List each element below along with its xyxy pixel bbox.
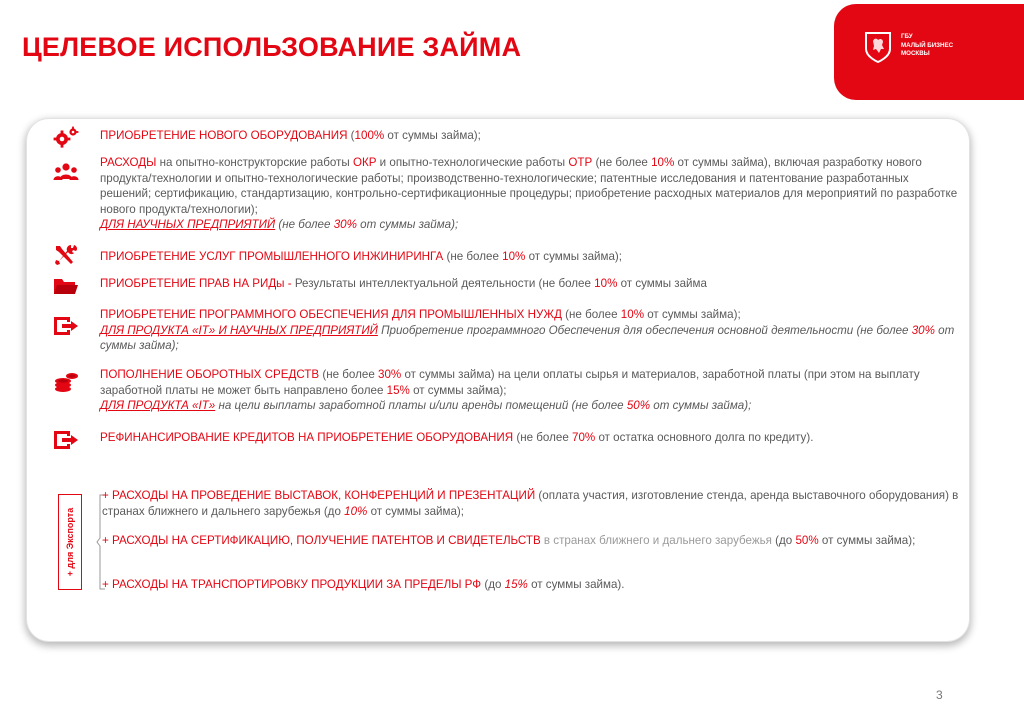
item-heading: ОКР <box>352 156 377 169</box>
folder-icon <box>53 274 79 298</box>
item-heading: + РАСХОДЫ НА СЕРТИФИКАЦИЮ, ПОЛУЧЕНИЕ ПАТЕНТОВ И СВИДЕТЕЛЬСТВ <box>102 534 541 547</box>
logo-line-3: МОСКВЫ <box>901 50 930 57</box>
export-item-exhibitions <box>102 488 962 519</box>
item-text: от суммы займа); <box>384 129 481 142</box>
item-percent: 10% <box>651 156 675 169</box>
item-text: от суммы займа). <box>527 578 625 591</box>
item-heading: ОТР <box>568 156 593 169</box>
item-subheading: ДЛЯ ПРОДУКТА «IT» И НАУЧНЫХ ПРЕДПРИЯТИЙ <box>100 323 378 337</box>
export-item-certification <box>102 533 962 549</box>
item-text: от суммы займа); <box>356 218 459 232</box>
gear-icon <box>53 126 79 150</box>
item-subheading: ДЛЯ НАУЧНЫХ ПРЕДПРИЯТИЙ <box>100 218 276 232</box>
item-percent: 50% <box>626 399 651 413</box>
item-text: Результаты интеллектуальной деятельности (не более <box>291 277 595 290</box>
item-percent: 100% <box>354 129 385 142</box>
item-text: (не более <box>592 156 652 169</box>
item-text: в странах ближнего и дальнего зарубежья <box>540 534 772 547</box>
coins-icon <box>53 370 79 394</box>
item-text: ( <box>347 129 355 142</box>
page-title: ЦЕЛЕВОЕ ИСПОЛЬЗОВАНИЕ ЗАЙМА <box>22 32 522 62</box>
logo-line-1: ГБУ <box>901 33 913 40</box>
people-icon <box>53 161 79 185</box>
item-text: от суммы займа) на цели оплаты сырья и материалов, заработной платы (при этом на выплату заработной платы не может быть направлено более <box>100 368 920 397</box>
brand-logo <box>834 4 1024 100</box>
export-label: + для Экспорта <box>65 507 75 577</box>
item-text: (оплата участия, изготовление стенда, аренда выставочного оборудования) в странах ближнего и дальнего зарубежья (до <box>102 489 959 518</box>
item-percent: 10% <box>344 504 368 518</box>
item-text: от суммы займа); <box>367 504 464 518</box>
item-text: и опытно-технологические работы <box>376 156 569 169</box>
item-text: от суммы займа <box>617 277 707 290</box>
item-text: от суммы займа); <box>818 534 916 547</box>
item-percent: 30% <box>911 323 935 337</box>
item-text: от суммы займа); <box>644 308 741 321</box>
item-text: от остатка основного долга по кредиту). <box>595 431 814 444</box>
item-heading: РАСХОДЫ <box>100 156 157 169</box>
item-text: (не более <box>319 368 378 381</box>
logo-line-2: МАЛЫЙ БИЗНЕС <box>901 41 954 49</box>
item-percent: 10% <box>594 277 618 290</box>
item-heading: + РАСХОДЫ НА ТРАНСПОРТИРОВКУ ПРОДУКЦИИ ЗА ПРЕДЕЛЫ РФ <box>102 578 482 591</box>
item-text: (не более <box>275 218 334 232</box>
item-percent: 15% <box>504 578 528 591</box>
item-text: (до <box>771 534 796 547</box>
refinance-arrow-icon <box>53 428 79 452</box>
item-heading: РЕФИНАНСИРОВАНИЕ КРЕДИТОВ НА ПРИОБРЕТЕНИЕ ОБОРУДОВАНИЯ <box>100 431 514 444</box>
page-number: 3 <box>936 688 943 702</box>
item-percent: 50% <box>795 534 819 547</box>
item-rnd-expenses <box>100 155 960 233</box>
export-item-transport <box>102 577 962 593</box>
item-heading: ПРИОБРЕТЕНИЕ НОВОГО ОБОРУДОВАНИЯ <box>100 129 348 142</box>
item-text: от суммы займа); <box>525 250 623 263</box>
item-text: (до <box>481 578 505 591</box>
logo-text <box>901 33 953 59</box>
tools-icon <box>53 243 79 267</box>
export-label-box <box>58 494 82 590</box>
item-software <box>100 307 960 354</box>
item-text: от суммы займа); <box>650 399 752 413</box>
item-subheading: ДЛЯ ПРОДУКТА «IT» <box>100 399 216 413</box>
item-percent: 30% <box>378 368 402 381</box>
export-arrow-icon <box>53 314 79 338</box>
item-text: (не более <box>513 431 573 444</box>
item-ip-rights <box>100 276 960 292</box>
item-percent: 70% <box>572 431 596 444</box>
item-text: от суммы займа), включая разработку нового продукта/технологии и опытно-технологические работы; производственно-технологические; патентные исследования и патентование разработанных решений; сертификацию, стандартизацию, контрольно-сертификационные процедуры; приобретение расходных материалов для мероприятий по разработке нового продукта/технологии); <box>100 156 958 216</box>
item-heading: ПРИОБРЕТЕНИЕ ПРОГРАММНОГО ОБЕСПЕЧЕНИЯ ДЛЯ ПРОМЫШЛЕННЫХ НУЖД <box>100 308 562 321</box>
item-working-capital <box>100 367 960 414</box>
item-text: (не более <box>561 308 621 321</box>
item-text: на цели выплаты заработной платы и/или аренды помещений (не более <box>215 399 627 413</box>
item-percent: 15% <box>386 383 410 397</box>
item-text: Приобретение программного Обеспечения для обеспечения основной деятельности (не более <box>377 323 912 337</box>
item-refinancing <box>100 430 960 446</box>
item-text: от суммы займа); <box>409 383 507 397</box>
item-percent: 10% <box>620 308 645 321</box>
item-percent: 30% <box>333 218 357 232</box>
item-heading: + РАСХОДЫ НА ПРОВЕДЕНИЕ ВЫСТАВОК, КОНФЕРЕНЦИЙ И ПРЕЗЕНТАЦИЙ <box>102 489 536 502</box>
item-engineering <box>100 249 960 265</box>
item-new-equipment <box>100 128 960 144</box>
emblem-icon <box>864 31 892 63</box>
item-heading: ПРИОБРЕТЕНИЕ ПРАВ НА РИДы - <box>100 277 292 290</box>
item-heading: ПОПОЛНЕНИЕ ОБОРОТНЫХ СРЕДСТВ <box>100 368 320 381</box>
item-text: от суммы займа); <box>100 323 955 353</box>
item-heading: ПРИОБРЕТЕНИЕ УСЛУГ ПРОМЫШЛЕННОГО ИНЖИНИРИНГА <box>100 250 444 263</box>
item-text: на опытно-конструкторские работы <box>156 156 353 169</box>
item-percent: 10% <box>502 250 526 263</box>
item-text: (не более <box>443 250 503 263</box>
